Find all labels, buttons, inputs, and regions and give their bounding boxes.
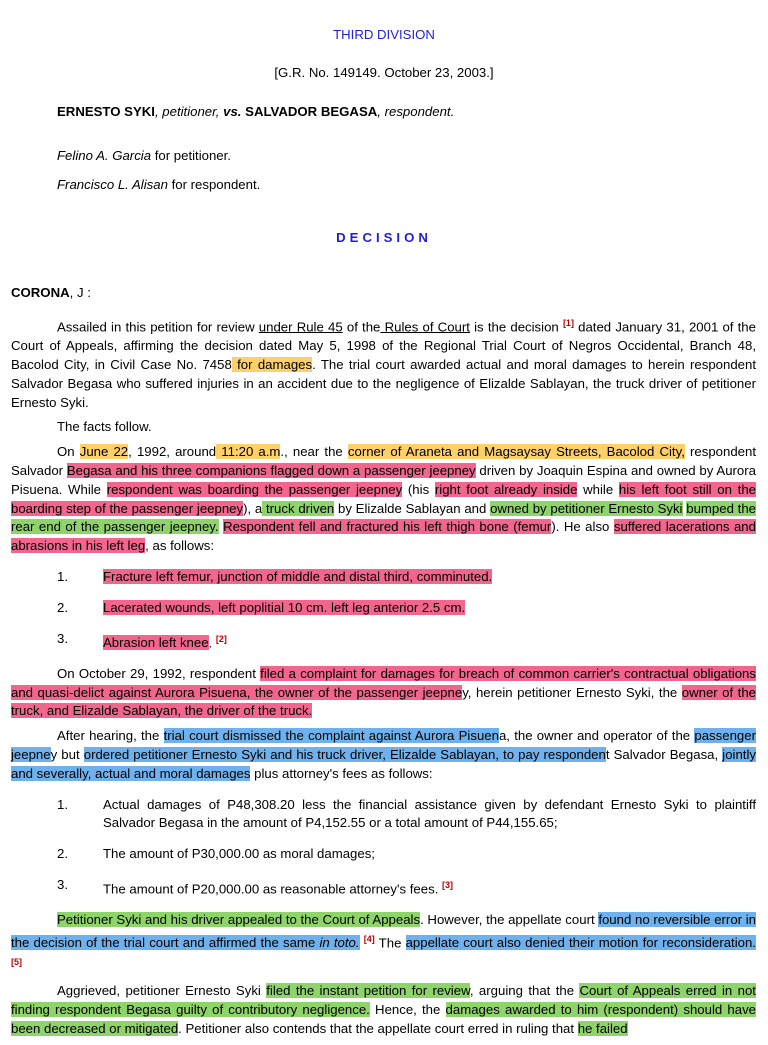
highlight-pink: Lacerated wounds, left poplitial 10 cm. left leg anterior 2.5 cm. [103,599,466,615]
footnote-1-link[interactable]: [1] [562,318,574,328]
text: t Salvador Begasa, [605,746,723,762]
list-item [11,845,756,864]
highlight-pink: suffered lacerations and abrasions in his left leg [11,519,756,554]
highlight-blue: found no reversible error in the decision of the trial court and affirmed the same [11,912,756,951]
highlight-pink: Begasa and his three companions flagged down a passenger jeepney [66,462,476,478]
list-number: 1. [57,796,68,812]
rules-of-court-link[interactable]: Rules of Court [380,319,470,335]
division-heading: THIRD DIVISION [333,27,435,42]
text: ), a [243,500,263,516]
respondent-name: SALVADOR BEGASA [241,104,378,119]
list-item [11,568,756,587]
text: On [57,444,80,460]
paragraph-1 [11,314,756,412]
highlight-yellow: June 22 [79,444,129,460]
highlight-pink: respondent was boarding the passenger jeepney [106,481,403,497]
highlight-yellow: 11:20 a.m [216,444,281,460]
paragraph-2: The facts follow. [57,419,152,435]
highlight-blue: ordered petitioner Ernesto Syki and his truck driver, Elizalde Sablayan, to pay responden [83,746,606,762]
paragraph-4 [11,665,756,721]
decision-title: DECISION [336,230,432,245]
text: . Petitioner also contends that the appellate court erred in ruling that [178,1020,578,1036]
text: by Elizalde Sablayan and [334,500,491,516]
highlight-blue: jointly and severally, actual and moral damages [11,746,756,781]
highlight-green: Petitioner Syki and his driver appealed to the Court of Appeals [57,912,421,928]
text: driven by Joaquin Espina and owned by Aurora Pisuena. While [11,462,756,497]
ponente-name: CORONA [11,285,70,300]
text: The [374,935,406,951]
highlight-yellow: for damages [231,356,313,372]
counsel-role: for petitioner. [151,148,231,163]
counsel-name: Francisco L. Alisan [57,177,168,192]
highlight-pink: Abrasion left knee [103,634,209,650]
rule-45-link[interactable]: under Rule 45 [258,319,343,335]
text: , as follows: [145,538,215,554]
counsel-respondent [57,177,260,192]
text: . However, the appellate court [420,912,599,928]
list-number: 2. [57,846,68,862]
ponente [11,285,91,300]
text: (his [402,481,435,497]
petitioner-name: ERNESTO SYKI [57,104,155,119]
list-number: 3. [57,876,68,892]
highlight-green: damages awarded to him (respondent) should have been decreased or mitigated [11,1002,756,1036]
counsel-name: Felino A. Garcia [57,148,152,163]
highlight-green: truck driven [262,500,335,516]
footnote-4-link[interactable]: [4] [363,933,375,944]
highlight-pink: Fracture left femur, junction of middle and distal third, comminuted. [103,568,493,584]
counsel-role: for respondent. [167,177,261,192]
highlight-pink: his left foot still on the boarding step of the passenger jeepney [11,481,756,516]
footnote-3-link[interactable]: [3] [442,879,454,890]
text: plus attorney's fees as follows: [250,765,433,781]
paragraph-6 [11,911,756,976]
petitioner-role: , petitioner, [154,104,224,119]
respondent-role: , respondent. [377,104,455,119]
list-item [11,876,756,899]
paragraph-7 [11,982,756,1038]
text: Aggrieved, petitioner Ernesto Syki [57,983,267,999]
list-number: 3. [57,630,68,646]
text: of the [342,319,381,335]
damages-list [11,796,756,900]
highlight-blue: in toto. [319,935,360,951]
text: , 1992, around [128,444,217,460]
highlight-pink: right foot already inside [434,481,578,497]
highlight-green: filed the instant petition for review [266,983,470,999]
list-item: 3. Abrasion left knee. [2] [11,630,756,653]
list-number: 2. [57,599,68,615]
text: is the decision [469,319,563,335]
text: y, herein petitioner Ernesto Syki, the [462,684,682,700]
versus: vs. [223,104,242,119]
counsel-petitioner [57,148,231,163]
paragraph-3 [11,443,756,556]
ponente-suffix: , J : [69,285,91,300]
case-parties [57,104,454,119]
text: ). He also [551,519,614,535]
list-text: The amount of P20,000.00 as reasonable attorney's fees. [103,881,439,897]
footnote-2-link[interactable]: [2] [215,633,227,644]
highlight-green: owned by petitioner Ernesto Syki [490,500,683,516]
highlight-yellow: corner of Araneta and Magsaysay Streets, Bacolod City, [347,444,685,460]
list-item [11,796,756,834]
highlight-pink: filed a complaint for damages for breach of common carrier's contractual obligations and quasi-delict against Aurora Pisuena, the owner of the passenger jeepne [11,665,756,700]
text: a, the owner and operator of the [498,728,695,744]
highlight-green: bumped the rear end of the passenger jeepney. [11,500,756,535]
text: dated January 31, 2001 of the Court of Appeals, affirming the decision dated May 5, 1998 of the Regional Trial Court of Negros Occidental, Branch 48, Bacolod City, in Civil Case No. 7458 [11,319,756,372]
list-text: The amount of P30,000.00 as moral damages; [103,846,375,862]
text: Assailed in this petition for review [57,319,259,335]
case-number: [G.R. No. 149149. October 23, 2003.] [274,65,494,80]
text: On October 29, 1992, respondent [57,665,261,681]
paragraph-5 [11,727,756,783]
highlight-blue: passenger jeepne [11,728,756,762]
text: Hence, the [369,1002,446,1018]
highlight-green: he failed [577,1020,628,1036]
list-number: 1. [57,568,68,584]
text: After hearing, the [57,728,164,744]
text: while [577,481,619,497]
highlight-blue: trial court dismissed the complaint against Aurora Pisuen [163,728,499,744]
highlight-blue: appellate court also denied their motion for reconsideration. [405,935,756,951]
highlight-pink: Respondent fell and fractured his left thigh bone (femur [223,519,552,535]
decision-body [11,314,756,1045]
list-text: Actual damages of P48,308.20 less the financial assistance given by defendant Ernesto Syki to plaintiff Salvador Begasa in the amount of P4,152.55 or a total amount of P44,155.65; [103,796,756,831]
list-item [11,599,756,618]
text: ., near the [280,444,348,460]
text: respondent Salvador [11,444,756,478]
highlight-pink: owner of the truck, and Elizalde Sablayan, the driver of the truck. [11,684,757,719]
highlight-green: Court of Appeals erred in not finding respondent Begasa guilty of contributory negligence. [11,983,756,1018]
text: , arguing that the [469,983,580,999]
injury-list [11,568,756,653]
footnote-5-link[interactable]: [5] [11,957,22,968]
text: y but [50,746,84,762]
text: . The trial court awarded actual and moral damages to herein respondent Salvador Begasa who suffered injuries in an accident due to the negligence of Elizalde Sablayan, the truck driver of petitioner Ernesto Syki. [11,356,757,410]
